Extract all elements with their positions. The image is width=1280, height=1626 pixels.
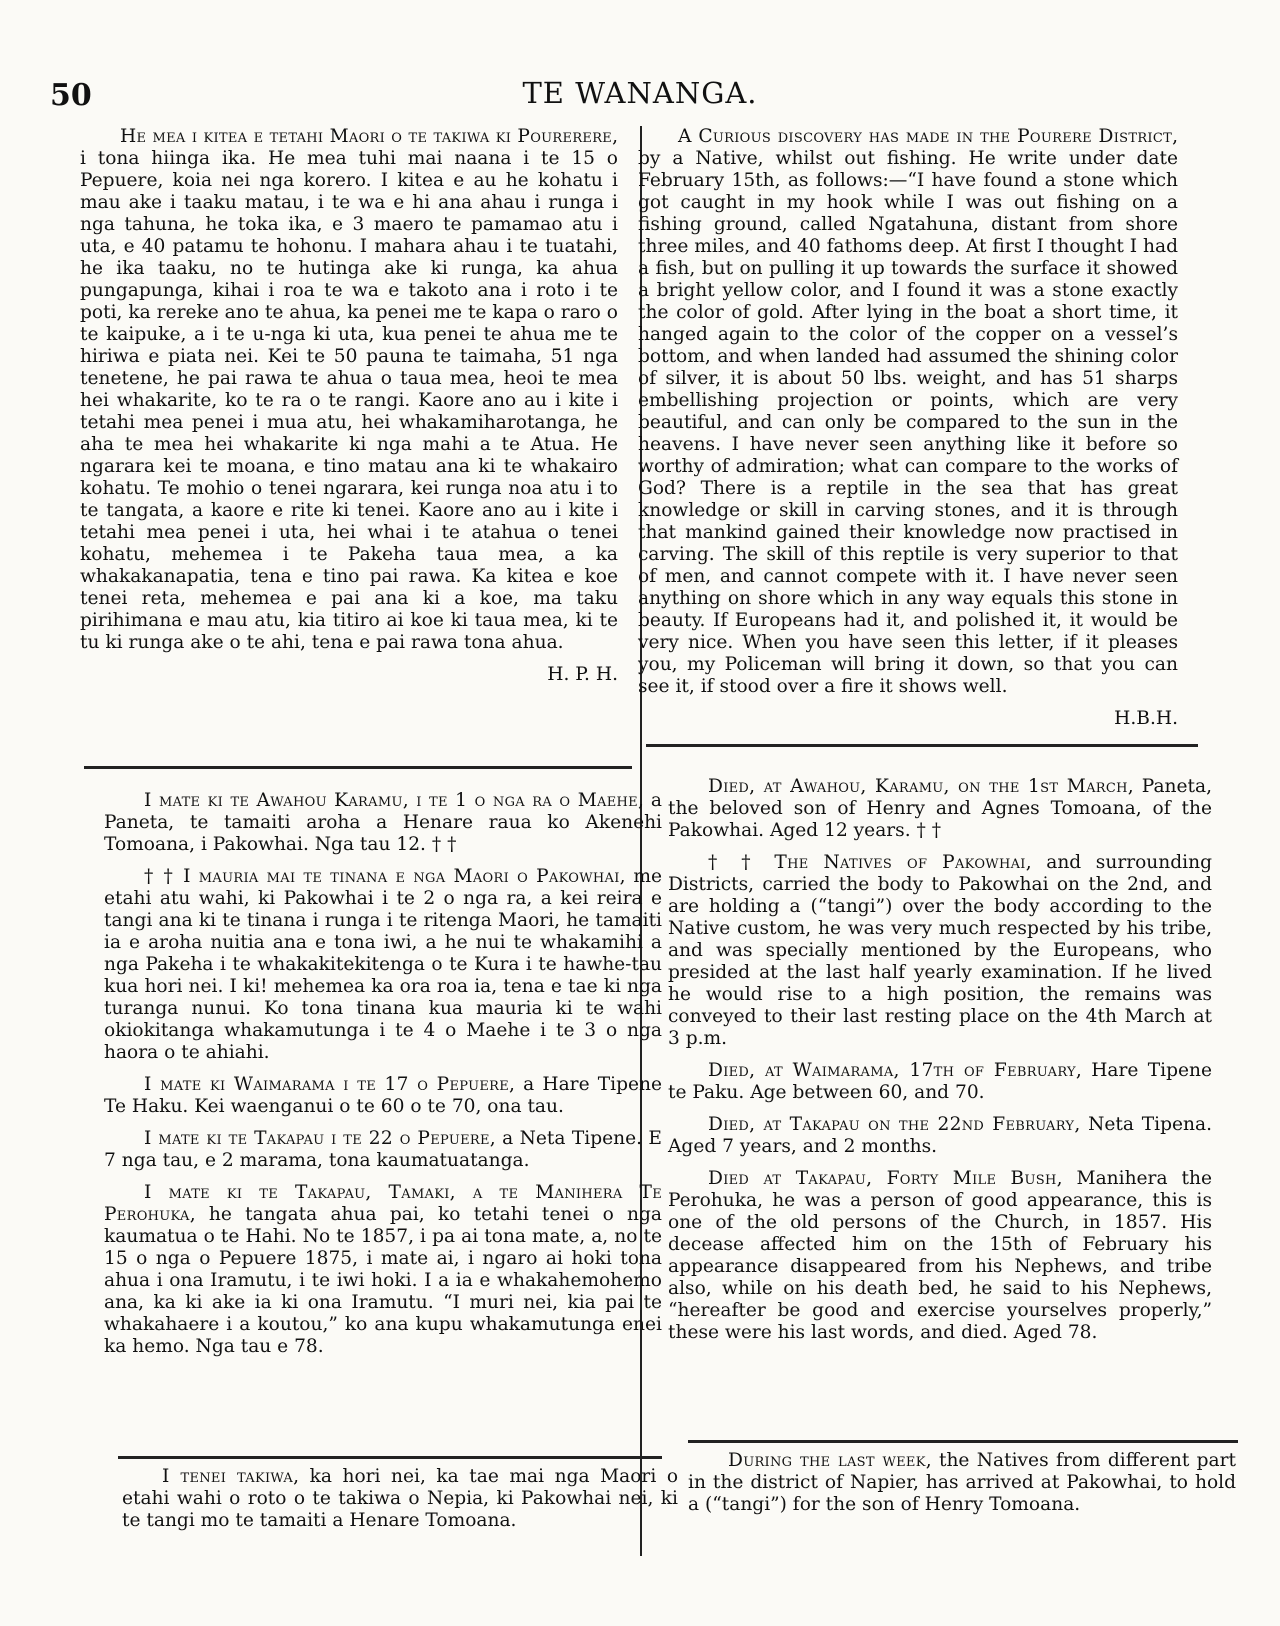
maori-gathering-lead: I tenei takiwa [162, 1466, 294, 1487]
maori-notice [104, 1074, 662, 1118]
english-notice [668, 1114, 1212, 1158]
maori-story-signature: H. P. H. [547, 664, 618, 685]
page-title: TE WANANGA. [522, 76, 758, 110]
english-notice-lead: Died, at Awahou, Karamu, on the 1st March [708, 776, 1128, 797]
english-story-body: , by a Native, whilst out fishing. He write under date February 15th, as follows:—“I have found a stone which got caught in my hook while I was out fishing on a fishing ground, called Ngatahuna, distant from shore three miles, and 40 fathoms deep. At first I thought I had a fish, but on pulling it up towards the surface it showed a bright yellow color, and I found it was a stone exactly the color of gold. After lying in the boat a short time, it hanged again to the color of the copper on a vessel’s bottom, and when landed had assumed the shining color of silver, it is about 50 lbs. weight, and has 51 sharps embellishing projection or points, which are very beautiful, and can only be compared to the sun in the heavens. I have never seen anything like it before so worthy of admiration; what can compare to the works of God? There is a reptile in the sea that has great knowledge or skill in carving stones, and it is through that mankind gained their knowledge now practised in carving. The skill of this reptile is very superior to that of men, and cannot compete with it. I have never seen anything on shore which in any way equals this stone in beauty. If Europeans had it, and polished it, it would be very nice. When you have seen this letter, if it pleases you, my Policeman will bring it down, so that you can see it, if stood over a fire it shows well. [638, 126, 1178, 697]
section-divider-right-bottom [688, 1440, 1238, 1443]
english-gathering-paragraph [688, 1450, 1236, 1516]
english-notice [668, 1060, 1212, 1104]
english-column-bottom [688, 1450, 1236, 1526]
english-notice-lead: Died, at Waimarama, 17th of February [708, 1060, 1076, 1081]
english-notice-body: , Paneta, the beloved son of Henry and Agnes Tomoana, of the Pakowhai. Aged 12 years. † † [668, 776, 1212, 841]
english-gathering-lead: During the last week [728, 1450, 926, 1471]
maori-notice [104, 790, 662, 856]
maori-story-lead: He mea i kitea e tetahi Maori o te takiwa ki Pourerere [120, 126, 613, 147]
english-notice-body: , Hare Tipene te Paku. Age between 60, and 70. [668, 1060, 1212, 1103]
english-notice [668, 776, 1212, 842]
maori-story-paragraph [80, 126, 618, 654]
english-story-paragraph [638, 126, 1178, 698]
english-notice-body: , Manihera the Perohuka, he was a person of good appearance, this is one of the old persons of the Church, in 1857. His decease affected him on the 15th of February his appearance disappeared from his Nephews, and tribe also, while on his death bed, he said to his Nephews, “hereafter be good and exercise yourselves properly,” these were his last words, and died. Aged 78. [668, 1168, 1212, 1343]
english-notice [668, 852, 1212, 1050]
maori-notice-body: , a Neta Tipene. E 7 nga tau, e 2 marama, tona kaumatuatanga. [104, 1128, 662, 1171]
maori-notice-body: , me etahi atu wahi, ki Pakowhai i te 2 o nga ra, a kei reira e tangi ana ki te tinana i runga i te ritenga Maori, he tamaiti ia e aroha nuitia ana e tona iwi, a he nui te whakamihi a nga Pakeha i te whakakitekitenga o te Kura i te hawhe-tau kua hori nei. I ki! mehemea ka ora roa ia, tena e tae ki nga turanga nunui. Ko tona tinana kua mauria ki te wahi okiokitanga whakamutunga i te 4 o Maehe i te 3 o nga haora o te ahiahi. [104, 866, 662, 1063]
section-divider-left [84, 766, 632, 769]
maori-notice-body: , he tangata ahua pai, ko tetahi tenei o nga kaumatua o te Hahi. No te 1857, i pa ai tona mate, a, no te 15 o nga o Pepuere 1875, i mate ai, i ngaro ai hoki tona ahua i ona Iramutu, i te iwi hoki. I a ia e whakahemohemo ana, ka ki ake ia ki ona Iramutu. “I muri nei, kia pai te whakahaere i a koutou,” ko ana kupu whakamutunga enei ka hemo. Nga tau e 78. [104, 1204, 662, 1357]
english-column-top [638, 126, 1178, 740]
maori-notice [104, 866, 662, 1064]
section-divider-right [646, 744, 1198, 747]
maori-column-bottom [122, 1466, 678, 1542]
english-story-lead: A Curious discovery has made in the Pourere District [678, 126, 1173, 147]
english-notice [668, 1168, 1212, 1344]
maori-column-top [80, 126, 618, 696]
english-notice-lead: Died, at Takapau on the 22nd February [708, 1114, 1075, 1135]
maori-notice [104, 1128, 662, 1172]
maori-column-notices [104, 790, 662, 1368]
maori-gathering-paragraph [122, 1466, 678, 1532]
maori-notice [104, 1182, 662, 1358]
english-notice-lead: † † The Natives of Pakowhai [708, 852, 1026, 873]
english-story-signature: H.B.H. [1114, 708, 1178, 729]
section-divider-left-bottom [118, 1456, 662, 1459]
maori-notice-lead: I mate ki te Takapau, Tamaki, a te Manihera Te Perohuka [104, 1182, 662, 1225]
maori-notice-lead: I mate ki Waimarama i te 17 o Pepuere [144, 1074, 510, 1095]
maori-notice-body: , a Paneta, te tamaiti aroha a Henare raua ko Akenehi Tomoana, i Pakowhai. Nga tau 12. † † [104, 790, 662, 855]
english-column-notices [668, 776, 1212, 1354]
english-notice-body: , and surrounding Districts, carried the body to Pakowhai on the 2nd, and are holding a (“tangi”) over the body according to the Native custom, he was very much respected by his tribe, and was specially mentioned by the Europeans, who presided at the last half yearly examination. If he lived he would rise to a high position, the remains was conveyed to their last resting place on the 4th March at 3 p.m. [668, 852, 1212, 1049]
maori-notice-lead: I mate ki te Awahou Karamu, i te 1 o nga ra o Maehe [144, 790, 638, 811]
maori-notice-lead: † † I mauria mai te tinana e nga Maori o Pakowhai [144, 866, 620, 887]
maori-story-body: , i tona hiinga ika. He mea tuhi mai naana i te 15 o Pepuere, koia nei nga korero. I kitea e au he kohatu i mau ake i taaku matau, i te wa e hi ana ahau i runga i nga tahuna, he toka ika, e 3 maero te pamamao atu i uta, e 40 patamu te hohonu. I mahara ahau i te tuatahi, he ika taaku, no te hutinga ake ki runga, ka ahua pungapunga, kihai i roa te wa e takoto ana i roto i te poti, ka rereke ano te ahua, ka penei me te kapa o raro o te kaipuke, a i te u-nga ki uta, kua penei te ahua me te hiriwa e piata nei. Kei te 50 pauna te taimaha, 51 nga tenetene, he pai rawa te ahua o taua mea, heoi te mea hei whakarite, ko te ra o te rangi. Kaore ano au i kite i tetahi mea penei i mua atu, hei whakamiharotanga, he aha te mea hei whakarite ki nga mahi a te Atua. He ngarara kei te moana, e tino matau ana ki te whakairo kohatu. Te mohio o tenei ngarara, kei runga noa atu i to te tangata, a kaore e rite ki tenei. Kaore ano au i kite i tetahi mea penei i uta, hei whai i te atahua o tenei kohatu, mehemea i te Pakeha taua mea, a ka whakakanapatia, tena e tino pai rawa. Ka kitea e koe tenei reta, mehemea e pai ana ki a koe, ma taku pirihimana e mau atu, kia titiro ai koe ki taua mea, ki te tu ki runga ake o te ahi, tena e pai rawa tona ahua. [80, 126, 618, 653]
english-notice-body: , Neta Tipena. Aged 7 years, and 2 months. [668, 1114, 1212, 1157]
maori-gathering-body: , ka hori nei, ka tae mai nga Maori o etahi wahi o roto o te takiwa o Nepia, ki Pakowhai nei, ki te tangi mo te tamaiti a Henare Tomoana. [122, 1466, 679, 1531]
maori-notice-lead: I mate ki te Takapau i te 22 o Pepuere [144, 1128, 490, 1149]
english-gathering-body: , the Natives from different part in the district of Napier, has arrived at Pakowhai, to hold a (“tangi”) for the son of Henry Tomoana. [688, 1450, 1236, 1515]
page-number: 50 [50, 78, 92, 113]
maori-notice-body: , a Hare Tipene Te Haku. Kei waenganui o te 60 o te 70, ona tau. [104, 1074, 663, 1117]
english-notice-lead: Died at Takapau, Forty Mile Bush [708, 1168, 1057, 1189]
